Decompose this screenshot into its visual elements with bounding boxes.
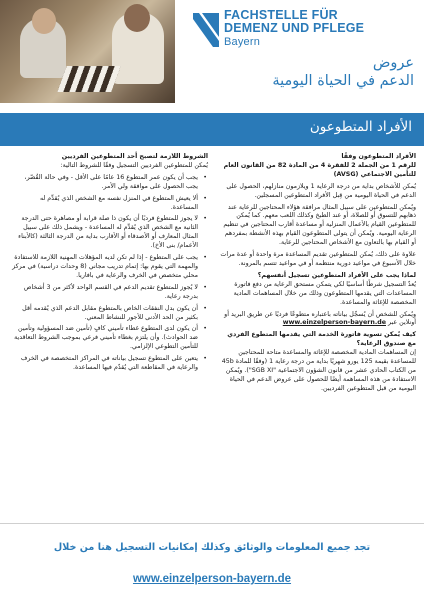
requirements-title: الشروط اللازمة لتصبح أحد المتطوعين الفرديين xyxy=(61,153,208,160)
chess-board xyxy=(57,66,120,92)
registration-link[interactable]: www.einzelperson-bayern.de xyxy=(282,319,386,327)
list-item: • لا يُجوز للمتطوع تقديم الدعم في القسم الواحد لأكثر من 3 أشخاص بدرجة رعاية. xyxy=(12,284,198,302)
section-2-title: لماذا يجب على الأفراد المتطوعين تسجيل أنفسهم؟ xyxy=(257,271,416,279)
section-3-paragraph-1: إن المساهمات المادية المخصصة للإغاثة والمساعدة متاحة للمحتاجين للمساعدة بقيمة 125 يورو شهريًا بداية من درجة رعاية 1 (وفقًا للمادة 45b من الكتاب الحادي عشر من قانون الشؤون الاجتماعية "SGB XI"). ويُمكن الاستفادة من هذه المساهمة أيضًا للحصول على عروض الدعم في الحياة اليومية من قبل المتطوعين الفرديين. xyxy=(221,349,416,392)
section-1-title: الأفراد المتطوعون وفقًا xyxy=(341,153,416,160)
band-title: الأفراد المتطوعون xyxy=(309,119,412,135)
section-1-subtitle: للرقم 1 من الجملة 2 للفقرة 4 من المادة 82 من القانون العام للتأمين الاجتماعي (AVSG) xyxy=(223,161,416,178)
list-item: • يتعين على المتطوع تسجيل بياناته في المراكز المتخصصة في الخرف والرعاية في المقاطعة التي يُقدّم فيها المساعدة. xyxy=(12,355,198,373)
title-band xyxy=(0,113,424,146)
org-line-3: Bayern xyxy=(224,36,261,48)
header-photo xyxy=(0,0,175,103)
list-item: • ألا يعيش المتطوع في المنزل نفسه مع الشخص الذي يُقدِّم له المساعدة. xyxy=(12,195,198,213)
footer-divider xyxy=(0,523,424,524)
org-line-2: DEMENZ UND PFLEGE xyxy=(224,21,365,35)
section-1-paragraph-2: ويُمكن للمتطوعين على سبيل المثال مرافقة هؤلاء المحتاجين للرعاية عند ذهابهم للتسوق أو للصلاة، أو عند الطبخ وكذلك اللعب معهم. كما يُمكن للمتطوعين القيام بالأعمال المنزلية أو مساعدة أقارب المحتاجين في تنظيم الرعاية اليومية. ويُمكن أن يتولى المتطوعون القيام بهذه الأنشطة بمفردهم أو القيام بها بالتعاون مع الأشخاص المحتاجين للرعاية. xyxy=(223,203,416,247)
section-2-paragraph-2-text: ويُمكن للشخص أن يُسجّل بياناته باعتباره متطوعًا فرديًا عن طريق البريد أو أونلاين عبر xyxy=(224,310,416,327)
list-item: • أن يكون لدى المتطوع غطاء تأميني كافٍ (تأمين ضد المسؤولية وتأمين ضد الحوادث). وأن يلتزم بغطاء تأميني فرعي بموجب الشروط التعاقدية للتأمين التطوعي الإلزامي. xyxy=(12,325,198,352)
section-2-paragraph-1: يُعدّ التسجيل شرطًا أساسيًا لكي يتمكن مستحق الرعاية من دفع فاتورة المساعدات التي يقدمها المتطوعون وذلك من خلال المساهمات المادية المخصصة للإغاثة والمساعدة. xyxy=(233,280,416,306)
footer-text: تجد جميع المعلومات والوثائق وكذلك إمكانيات التسجيل هنا من خلال xyxy=(53,542,371,553)
list-item: • لا يجوز للمتطوع فرديًا أن يكون ذا صلة قرابة أو مصاهرة حتى الدرجة الثانية مع الشخص الذي يُقدِّم له المساعدة - ويشمل ذلك على سبيل المثال المعارف أو الأصدقاء أو الأقارب بداية من الدرجة الثالثة (كالأبناء الأعمام/ بنى الأخ). xyxy=(12,215,198,251)
list-item: • يجب على المتطوع - إذا لم تكن لديه المؤهلات المهنية اللازمة للاستفادة والمهمة التي يقوم بها: إتمام تدريب مجاني (8 وحدات دراسية) في مركز محلي متخصص في الخرف والرعاية في بافاريا. xyxy=(12,254,198,281)
requirements-list xyxy=(12,174,208,373)
heading-line-1: عروض xyxy=(372,55,414,71)
org-line-1: FACHSTELLE FÜR xyxy=(224,8,338,22)
list-item: • أن يكون بدل النفقات الخاص بالمتطوع مقابل الدعم الذي يُقدمه أقل بكثير من الحد الأدنى للأجور للنشاط المعني. xyxy=(12,305,198,323)
page-heading xyxy=(182,54,414,91)
footer-link[interactable]: www.einzelperson-bayern.de xyxy=(132,573,292,585)
section-2-paragraph-2 xyxy=(218,311,416,329)
right-column xyxy=(218,153,416,397)
section-1-paragraph-1: يُمكن للأشخاص بداية من درجة الرعاية 1 ويلازمون منازلهم، الحصول على الدعم في الحياة اليومية من قِبل الأفراد المتطوعين المسجلين. xyxy=(226,182,416,199)
requirements-intro: يُمكن للمتطوعين الفرديين التسجيل وفقًا للشروط التالية: xyxy=(60,161,208,169)
left-column xyxy=(12,153,208,376)
section-1-paragraph-3: علاوة على ذلك، يُمكن للمتطوعين تقديم المساعدة مرة واحدة أو عدة مرات خلال الأسبوع في مواعيد دورية منتظمة أو في مواعيد تتسم بالمرونة. xyxy=(220,251,416,267)
org-name xyxy=(224,9,364,49)
logo-icon xyxy=(193,13,219,47)
heading-line-2: الدعم في الحياة اليومية xyxy=(272,73,414,89)
section-3-title: كيف يُمكن تسوية فاتورة الخدمة التي يقدمها المتطوع الفردي مع صندوق الرعاية؟ xyxy=(227,331,416,348)
list-item: • يجب أن يكون عمر المتطوع 16 عامًا على الأقل - وفي حالة القُصّر، يجب الحصول على موافقة ولي الأمر. xyxy=(12,174,198,192)
